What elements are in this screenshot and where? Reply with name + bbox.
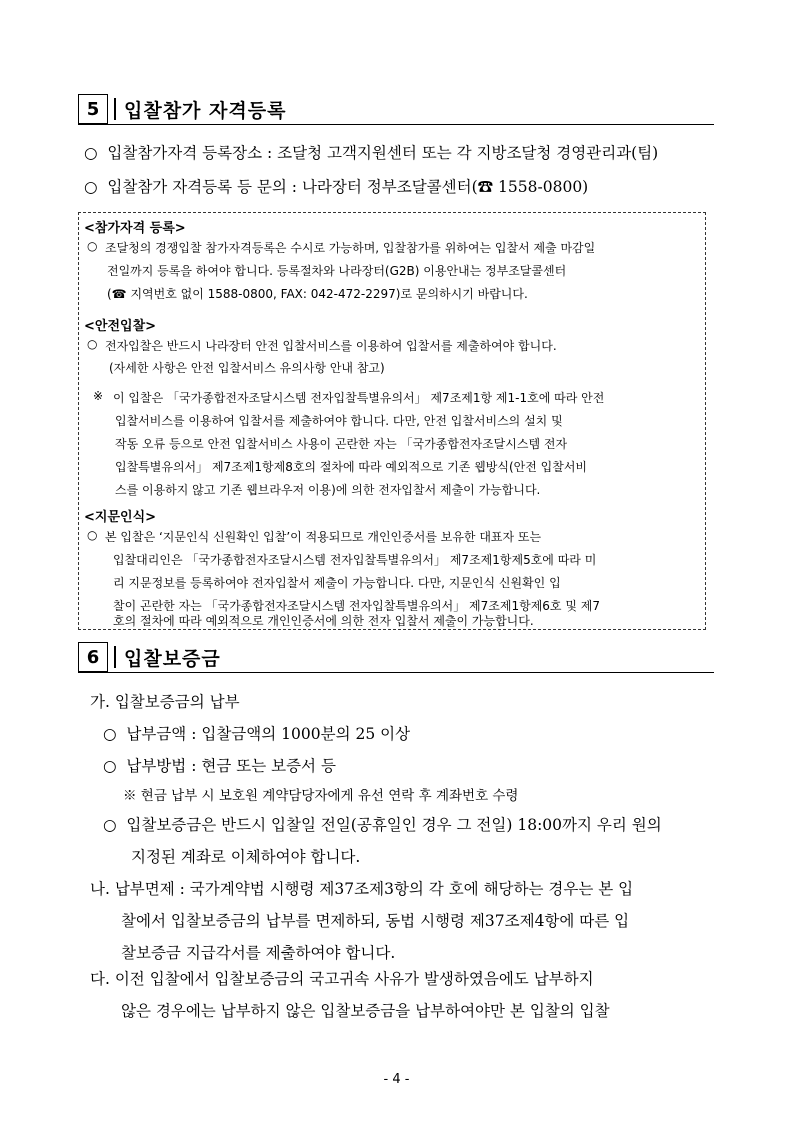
box-text: 본 입찰은 ‘지문인식 신원확인 입찰’이 적용되므로 개인인증서를 보유한 대표자 또는 <box>105 530 542 544</box>
section-divider <box>114 646 116 668</box>
paragraph-line: 찰보증금 지급각서를 제출하여야 합니다. <box>121 944 396 962</box>
section-divider <box>114 98 116 120</box>
box-text: 조달청의 경쟁입찰 참가자격등록은 수시로 가능하며, 입찰참가를 위하여는 입찰서 제출 마감일 <box>105 241 596 255</box>
bullet: ○ <box>87 239 98 253</box>
section-number: 5 <box>78 94 108 124</box>
box-text: 전자입찰은 반드시 나라장터 안전 입찰서비스를 이용하여 입찰서를 제출하여야 합니다. <box>105 339 557 353</box>
box-text: 입찰특별유의서」 제7조제1항제8호의 절차에 따라 예외적으로 기존 웹방식(안전 입찰서비 <box>115 460 588 474</box>
box-text: 찰이 곤란한 자는 「국가종합전자조달시스템 전자입찰특별유의서」 제7조제1항제6호 및 제7 <box>113 599 600 613</box>
list-item <box>84 175 588 197</box>
paragraph-line: 나. 납부면제 : 국가계약법 시행령 제37조제3항의 각 호에 해당하는 경우는 본 입 <box>90 880 634 898</box>
bullet: ○ <box>87 337 98 351</box>
section-5-header <box>78 94 714 125</box>
box-text: 입찰서비스를 이용하여 입찰서를 제출하여야 합니다. 다만, 안전 입찰서비스의 설치 및 <box>115 414 563 428</box>
box-text: 스를 이용하지 않고 기존 웹브라우저 이용)에 의한 전자입찰서 제출이 가능합니다. <box>115 483 541 497</box>
paragraph-line: 다. 이전 입찰에서 입찰보증금의 국고귀속 사유가 발생하였음에도 납부하지 <box>90 970 594 988</box>
list-item <box>84 141 658 163</box>
section-number: 6 <box>78 642 108 672</box>
notice-box <box>78 212 706 630</box>
box-text: 전일까지 등록을 하여야 합니다. 등록절차와 나라장터(G2B) 이용안내는 정부조달콜센터 <box>107 264 567 278</box>
box-text: 호의 절차에 따라 예외적으로 개인인증서에 의한 전자 입찰서 제출이 가능합니다. <box>113 614 534 628</box>
box-text: (자세한 사항은 안전 입찰서비스 유의사항 안내 참고) <box>109 361 385 375</box>
item-text: 납부금액 : 입찰금액의 1000분의 25 이상 <box>126 725 411 743</box>
item-text: 입찰참가자격 등록장소 : 조달청 고객지원센터 또는 각 지방조달청 경영관리과(팀) <box>107 144 659 162</box>
section-6-header <box>78 642 714 673</box>
item-text: 입찰보증금은 반드시 입찰일 전일(공휴일인 경우 그 전일) 18:00까지 우리 원의 <box>126 816 662 834</box>
paragraph-line: 않은 경우에는 납부하지 않은 입찰보증금을 납부하여야만 본 입찰의 입찰 <box>121 1002 610 1020</box>
box-text: 이 입찰은 「국가종합전자조달시스템 전자입찰특별유의서」 제7조제1항 제1-1호에 따라 안전 <box>113 391 605 405</box>
bullet: ○ <box>103 757 117 775</box>
box-text: 리 지문정보를 등록하여야 전자입찰서 제출이 가능합니다. 다만, 지문인식 신원확인 입 <box>113 576 561 590</box>
box-heading: <지문인식> <box>84 510 157 525</box>
item-text: 지정된 계좌로 이체하여야 합니다. <box>131 848 361 866</box>
box-text: 작동 오류 등으로 안전 입찰서비스 사용이 곤란한 자는 「국가종합전자조달시스템 전자 <box>115 437 568 451</box>
list-item <box>103 722 410 744</box>
bullet: ○ <box>103 725 117 743</box>
bullet: ○ <box>84 178 98 196</box>
section-title: 입찰보증금 <box>124 648 221 670</box>
item-text: 입찰참가 자격등록 등 문의 : 나라장터 정부조달콜센터(☎ 1558-0800) <box>107 178 589 196</box>
section-title: 입찰참가 자격등록 <box>124 100 287 122</box>
item-text: 납부방법 : 현금 또는 보증서 등 <box>126 757 336 775</box>
note-mark: ※ <box>93 389 104 403</box>
paragraph-line: 찰에서 입찰보증금의 납부를 면제하되, 동법 시행령 제37조제4항에 따른 입 <box>121 912 630 930</box>
box-text: (☎ 지역번호 없이 1588-0800, FAX: 042-472-2297)로 문의하시기 바랍니다. <box>107 287 528 301</box>
list-item <box>103 754 336 776</box>
bullet: ○ <box>87 528 98 542</box>
subsection-heading: 가. 입찰보증금의 납부 <box>90 693 240 711</box>
box-heading: <참가자격 등록> <box>84 221 186 236</box>
bullet: ○ <box>103 816 117 834</box>
bullet: ○ <box>84 144 98 162</box>
list-item <box>103 813 662 835</box>
box-heading: <안전입찰> <box>84 319 157 334</box>
box-text: 입찰대리인은 「국가종합전자조달시스템 전자입찰특별유의서」 제7조제1항제5호에 따라 미 <box>113 553 597 567</box>
page-number: - 4 - <box>383 1072 410 1087</box>
note: ※ 현금 납부 시 보호원 계약담당자에게 유선 연락 후 계좌번호 수령 <box>123 788 519 804</box>
